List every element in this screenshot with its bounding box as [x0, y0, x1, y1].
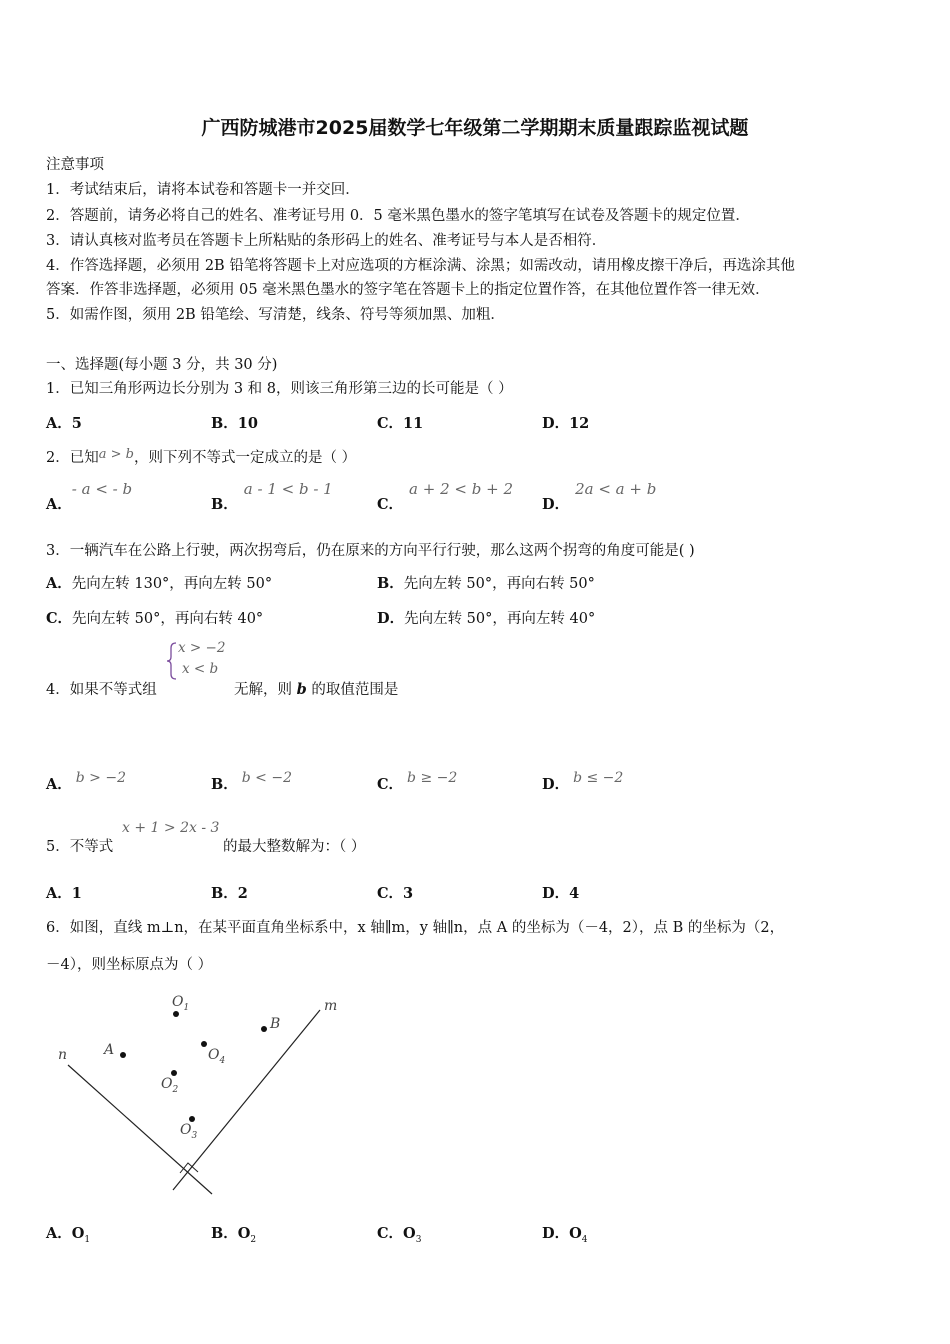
q4-stem-post-a: 无解，则 — [234, 682, 297, 698]
option-label: B． — [211, 415, 238, 432]
q5-option-b[interactable] — [211, 882, 248, 903]
line-m — [173, 1010, 320, 1190]
option-label: B． — [211, 885, 238, 902]
option-label: C． — [377, 885, 404, 902]
option-label: D． — [542, 496, 570, 513]
option-label: B． — [211, 776, 238, 793]
notes-item: 2．答题前，请务必将自己的姓名、准考证号用 0．5 毫米黑色墨水的签字笔填写在试卷及答题卡的规定位置． — [46, 208, 750, 224]
q3-option-d[interactable] — [377, 607, 595, 628]
option-text: 4 — [569, 885, 580, 902]
label-n: n — [58, 1047, 68, 1063]
q4-stem-post — [234, 678, 398, 699]
option-main: O — [237, 1225, 251, 1242]
option-math: b ≥ −2 — [407, 770, 458, 786]
option-math: b < −2 — [241, 770, 292, 786]
option-text: 12 — [569, 415, 590, 432]
question-6-stem-line2: －4），则坐标原点为（ ） — [46, 957, 213, 973]
label-o1-sub: 1 — [183, 1003, 190, 1013]
brace-icon — [166, 642, 178, 680]
option-text: 先向左转 50°，再向右转 50° — [403, 576, 595, 592]
option-label: A． — [46, 776, 72, 793]
option-math: a - 1 < b - 1 — [243, 480, 333, 498]
q5-option-d[interactable] — [542, 882, 579, 903]
section-heading: 一、选择题(每小题 3 分，共 30 分) — [46, 357, 278, 373]
q1-option-b[interactable] — [211, 412, 258, 433]
q1-option-d[interactable] — [542, 412, 589, 433]
q2-option-b[interactable] — [211, 478, 333, 513]
point-o4 — [201, 1041, 207, 1047]
option-math: b ≤ −2 — [573, 770, 624, 786]
option-text: 10 — [237, 415, 258, 432]
q3-option-a[interactable] — [46, 572, 272, 593]
system-line-2: x < b — [182, 661, 219, 677]
q2-stem-pre: 2．已知 — [46, 450, 99, 466]
label-o3-main: O — [180, 1122, 192, 1138]
option-text: 2 — [237, 885, 248, 902]
q5-stem-pre: 5．不等式 — [46, 839, 114, 855]
option-main: O — [71, 1225, 85, 1242]
option-label: C． — [377, 1225, 404, 1242]
q2-option-d[interactable] — [542, 478, 657, 513]
option-label: C． — [46, 610, 73, 627]
q5-option-a[interactable] — [46, 882, 82, 903]
question-1-stem: 1．已知三角形两边长分别为 3 和 8，则该三角形第三边的长可能是（ ） — [46, 381, 513, 397]
label-o3 — [180, 1122, 197, 1141]
option-label: B． — [377, 575, 404, 592]
option-sub: 3 — [415, 1235, 422, 1246]
page-title: 广西防城港市2025届数学七年级第二学期期末质量跟踪监视试题 — [201, 117, 749, 139]
notes-item: 答案．作答非选择题，必须用 05 毫米黑色墨水的签字笔在答题卡上的指定位置作答，在其他位置作答一律无效． — [46, 282, 770, 298]
option-label: C． — [377, 776, 404, 793]
q6-option-a[interactable] — [46, 1222, 90, 1245]
option-label: D． — [377, 610, 405, 627]
option-main: O — [403, 1225, 416, 1242]
q4-stem-var: b — [296, 681, 307, 698]
q5-stem-post: 的最大整数解为：（ ） — [223, 839, 366, 855]
label-o2-main: O — [161, 1076, 173, 1092]
q4-option-a[interactable] — [46, 766, 126, 793]
q1-option-a[interactable] — [46, 412, 82, 433]
q4-stem-pre: 4．如果不等式组 — [46, 682, 157, 698]
q2-condition-math: a > b — [98, 447, 134, 462]
option-label: D． — [542, 1225, 570, 1242]
option-text: 5 — [71, 415, 82, 432]
q4-option-b[interactable] — [211, 766, 292, 793]
option-text: 先向左转 50°，再向右转 40° — [72, 611, 264, 627]
option-label: A． — [46, 496, 72, 513]
option-text: 11 — [403, 415, 424, 432]
option-label: A． — [46, 415, 72, 432]
notes-item: 3．请认真核对监考员在答题卡上所粘贴的条形码上的姓名、准考证号与本人是否相符． — [46, 233, 607, 249]
option-math: b > −2 — [75, 770, 126, 786]
q4-option-c[interactable] — [377, 766, 458, 793]
label-o1-main: O — [172, 994, 184, 1010]
option-main: O — [569, 1225, 582, 1242]
label-o2 — [161, 1076, 178, 1095]
point-a — [120, 1052, 126, 1058]
q3-option-b[interactable] — [377, 572, 595, 593]
label-o4-sub: 4 — [219, 1056, 226, 1066]
option-label: A． — [46, 575, 72, 592]
option-label: D． — [542, 885, 570, 902]
option-label: C． — [377, 415, 404, 432]
option-label: A． — [46, 885, 72, 902]
option-label: B． — [211, 1225, 238, 1242]
option-sub: 2 — [250, 1235, 257, 1246]
q5-inequality-math: x + 1 > 2x - 3 — [122, 820, 220, 836]
notes-item: 1．考试结束后，请将本试卷和答题卡一并交回． — [46, 182, 360, 198]
label-o4-main: O — [208, 1047, 220, 1063]
notes-item: 4．作答选择题，必须用 2B 铅笔将答题卡上对应选项的方框涂满、涂黑；如需改动，请用橡皮擦干净后，再选涂其他 — [46, 258, 795, 274]
q6-figure — [40, 990, 360, 1200]
q4-option-d[interactable] — [542, 766, 624, 793]
option-label: D． — [542, 415, 570, 432]
option-sub: 1 — [84, 1235, 91, 1246]
q2-stem-post: ，则下列不等式一定成立的是（ ） — [133, 450, 357, 466]
notes-item: 5．如需作图，须用 2B 铅笔绘、写清楚，线条、符号等须加黑、加粗． — [46, 307, 505, 323]
point-b — [261, 1026, 267, 1032]
label-o3-sub: 3 — [191, 1131, 198, 1141]
option-text: 1 — [71, 885, 82, 902]
q2-option-a[interactable] — [46, 478, 133, 513]
system-line-1: x > −2 — [178, 640, 226, 656]
q1-option-c[interactable] — [377, 412, 423, 433]
question-6-stem-line1: 6．如图，直线 m⊥n，在某平面直角坐标系中，x 轴∥m，y 轴∥n，点 A 的坐标为（－4，2），点 B 的坐标为（2， — [46, 920, 785, 936]
label-o4 — [208, 1047, 225, 1066]
option-label: B． — [211, 496, 238, 513]
notes-heading: 注意事项 — [46, 157, 104, 173]
label-b: B — [270, 1016, 281, 1032]
option-label: A． — [46, 1225, 72, 1242]
option-label: D． — [542, 776, 570, 793]
q6-option-b[interactable] — [211, 1222, 256, 1245]
question-2-stem — [46, 446, 356, 467]
q2-option-c[interactable] — [377, 478, 513, 513]
q4-stem-post-b: 的取值范围是 — [306, 682, 399, 698]
q6-option-c[interactable] — [377, 1222, 421, 1245]
label-o2-sub: 2 — [172, 1085, 179, 1095]
label-m: m — [324, 998, 338, 1014]
q6-option-d[interactable] — [542, 1222, 587, 1245]
question-3-stem: 3．一辆汽车在公路上行驶，两次拐弯后，仍在原来的方向平行行驶，那么这两个拐弯的角度可能是( ) — [46, 543, 695, 559]
option-math: 2a < a + b — [575, 480, 657, 498]
option-text: 先向左转 130°，再向左转 50° — [71, 576, 273, 592]
option-math: a + 2 < b + 2 — [409, 480, 513, 498]
option-sub: 4 — [581, 1235, 588, 1246]
option-label: C． — [377, 496, 404, 513]
label-a: A — [104, 1042, 115, 1058]
option-math: - a < - b — [71, 480, 133, 498]
q5-option-c[interactable] — [377, 882, 413, 903]
q3-option-c[interactable] — [46, 607, 263, 628]
point-o1 — [173, 1011, 179, 1017]
label-o1 — [172, 994, 189, 1013]
option-text: 3 — [403, 885, 414, 902]
option-text: 先向左转 50°，再向左转 40° — [404, 611, 596, 627]
